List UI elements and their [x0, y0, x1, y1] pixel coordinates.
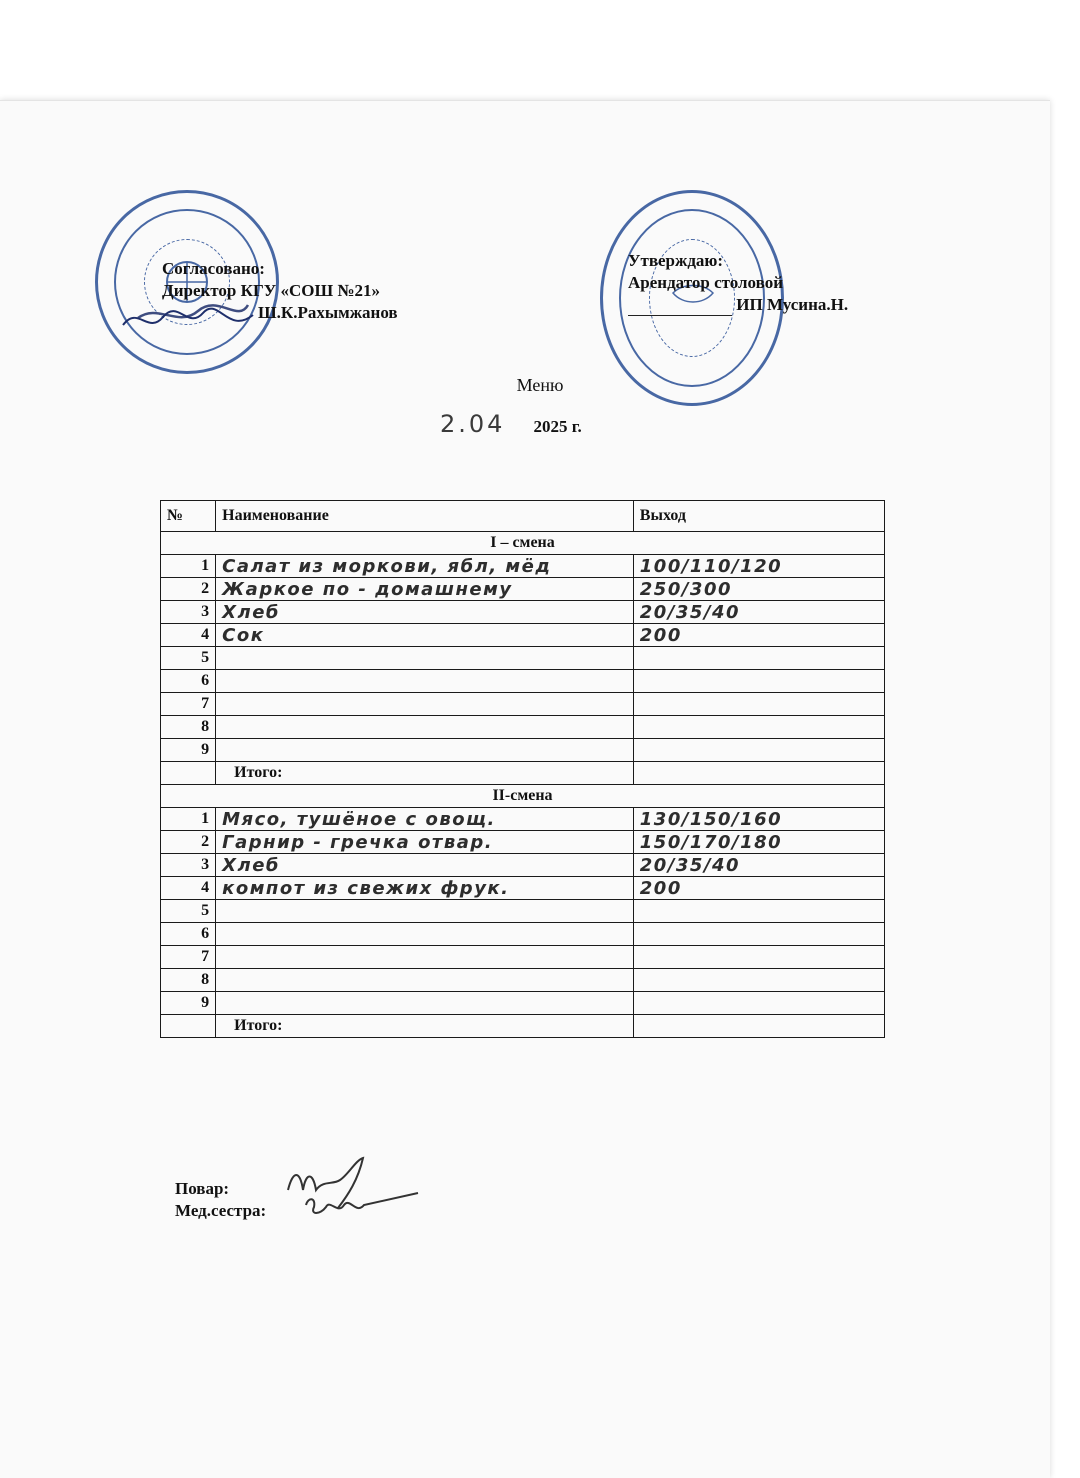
row-dish-name [216, 716, 634, 739]
nurse-signature [298, 1185, 428, 1225]
approval-left-name: Ш.К.Рахымжанов [258, 303, 398, 322]
row-dish-name [216, 693, 634, 716]
table-row [161, 831, 885, 854]
row-number: 5 [161, 647, 216, 670]
row-output [633, 923, 884, 946]
row-number: 6 [161, 670, 216, 693]
row-output: 200 [633, 624, 884, 647]
signature-line [628, 315, 732, 316]
approval-right-label: Утверждаю: [628, 251, 724, 270]
approval-right [628, 250, 848, 316]
row-number: 1 [161, 808, 216, 831]
total-label: Итого: [216, 1015, 634, 1038]
row-number: 2 [161, 578, 216, 601]
table-row [161, 624, 885, 647]
row-output: 130/150/160 [633, 808, 884, 831]
date-year: 2025 г. [533, 417, 582, 436]
row-number: 7 [161, 946, 216, 969]
table-row [161, 969, 885, 992]
row-output: 200 [633, 877, 884, 900]
total-number-cell [161, 1015, 216, 1038]
total-output-cell [633, 762, 884, 785]
table-row [161, 693, 885, 716]
row-dish-name: Жаркое по - домашнему [216, 578, 634, 601]
shift-label: II-смена [161, 785, 885, 808]
row-output [633, 693, 884, 716]
table-row [161, 923, 885, 946]
row-output [633, 969, 884, 992]
row-number: 7 [161, 693, 216, 716]
row-dish-name: Мясо, тушёное с овощ. [216, 808, 634, 831]
table-row [161, 900, 885, 923]
row-number: 9 [161, 992, 216, 1015]
row-dish-name [216, 969, 634, 992]
row-output: 100/110/120 [633, 555, 884, 578]
table-row [161, 992, 885, 1015]
total-number-cell [161, 762, 216, 785]
row-dish-name: Хлеб [216, 854, 634, 877]
table-row [161, 601, 885, 624]
row-output [633, 647, 884, 670]
row-dish-name: Гарнир - гречка отвар. [216, 831, 634, 854]
row-output [633, 670, 884, 693]
row-dish-name [216, 946, 634, 969]
table-row [161, 670, 885, 693]
approval-right-name: ИП Мусина.Н. [736, 295, 849, 314]
total-output-cell [633, 1015, 884, 1038]
cook-signature-label: Повар: [175, 1179, 230, 1198]
table-row [161, 946, 885, 969]
row-dish-name: компот из свежих фрук. [216, 877, 634, 900]
row-number: 4 [161, 877, 216, 900]
row-dish-name: Салат из моркови, ябл, мёд [216, 555, 634, 578]
row-output [633, 716, 884, 739]
table-body [161, 532, 885, 1038]
row-dish-name: Хлеб [216, 601, 634, 624]
row-output: 20/35/40 [633, 854, 884, 877]
row-number: 4 [161, 624, 216, 647]
row-number: 6 [161, 923, 216, 946]
row-number: 9 [161, 739, 216, 762]
row-dish-name [216, 992, 634, 1015]
table-row [161, 808, 885, 831]
row-output [633, 992, 884, 1015]
row-number: 5 [161, 900, 216, 923]
date-handwritten: 2.04 [440, 410, 506, 438]
row-output: 150/170/180 [633, 831, 884, 854]
table-row [161, 854, 885, 877]
table-row [161, 739, 885, 762]
table-row [161, 578, 885, 601]
table-row [161, 555, 885, 578]
shift-label: I – смена [161, 532, 885, 555]
approval-left-label: Согласовано: [162, 259, 265, 278]
row-dish-name: Сок [216, 624, 634, 647]
header-output: Выход [633, 501, 884, 532]
shift-header-row [161, 532, 885, 555]
shift-header-row [161, 785, 885, 808]
header-number: № [161, 501, 216, 532]
row-number: 8 [161, 969, 216, 992]
total-label: Итого: [216, 762, 634, 785]
approval-right-position: Арендатор столовой [628, 273, 783, 292]
director-signature [118, 295, 258, 345]
header-name: Наименование [216, 501, 634, 532]
table-row [161, 716, 885, 739]
row-number: 3 [161, 854, 216, 877]
table-row [161, 647, 885, 670]
row-number: 1 [161, 555, 216, 578]
row-dish-name [216, 647, 634, 670]
nurse-signature-label: Мед.сестра: [175, 1201, 267, 1220]
row-output: 20/35/40 [633, 601, 884, 624]
row-output [633, 946, 884, 969]
row-dish-name [216, 739, 634, 762]
row-dish-name [216, 670, 634, 693]
row-number: 8 [161, 716, 216, 739]
page-title: Меню [516, 375, 564, 395]
total-row [161, 1015, 885, 1038]
approval-left-position: Директор КГУ «СОШ №21» [162, 281, 380, 300]
table-header-row [161, 501, 885, 532]
row-output [633, 739, 884, 762]
row-dish-name [216, 900, 634, 923]
table-row [161, 877, 885, 900]
menu-table [160, 500, 885, 1038]
row-output [633, 900, 884, 923]
menu-date [440, 410, 582, 438]
row-number: 3 [161, 601, 216, 624]
row-dish-name [216, 923, 634, 946]
total-row [161, 762, 885, 785]
row-number: 2 [161, 831, 216, 854]
row-output: 250/300 [633, 578, 884, 601]
